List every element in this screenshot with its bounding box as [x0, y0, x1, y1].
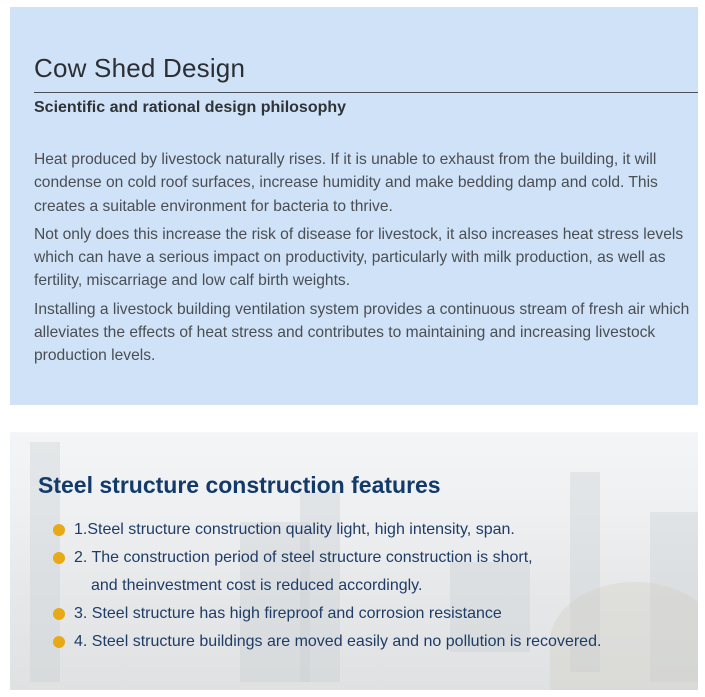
page-title: Cow Shed Design: [34, 53, 246, 83]
bullet-dot-icon: [53, 608, 65, 620]
bullet-dot-icon: [53, 552, 65, 564]
list-item-text: 4. Steel structure buildings are moved easily and no pollution is recovered.: [74, 633, 602, 650]
page-subtitle: Scientific and rational design philosophy: [34, 99, 347, 116]
list-item-text-continued: and theinvestment cost is reduced accordingly.: [91, 577, 423, 594]
list-item-text: 2. The construction period of steel structure construction is short,: [74, 549, 533, 566]
list-item: [50, 600, 601, 628]
cow-shed-design-panel: [10, 7, 698, 405]
paragraph: Not only does this increase the risk of disease for livestock, it also increases heat stress levels which can have a serious impact on productivity, particularly with milk production, as well as fertility, miscarriage and low calf birth weights.: [34, 225, 684, 290]
steel-features-panel: [10, 432, 698, 690]
intro-body: [34, 148, 694, 373]
features-list: [50, 516, 601, 656]
list-item-text: 1.Steel structure construction quality light, high intensity, span.: [74, 521, 515, 538]
list-item: [50, 544, 601, 600]
bullet-dot-icon: [53, 636, 65, 648]
paragraph: Installing a livestock building ventilation system provides a continuous stream of fresh air which alleviates the effects of heat stress and contributes to maintaining and increasing livestock production levels.: [34, 300, 690, 365]
bullet-dot-icon: [53, 524, 65, 536]
list-item: [50, 628, 601, 656]
title-divider: [34, 92, 698, 93]
paragraph: Heat produced by livestock naturally rises. If it is unable to exhaust from the building, it will condense on cold roof surfaces, increase humidity and make bedding damp and cold. This creates a suitable environment for bacteria to thrive.: [34, 151, 658, 215]
list-item: [50, 516, 601, 544]
list-item-text: 3. Steel structure has high fireproof and corrosion resistance: [74, 605, 502, 622]
features-title: Steel structure construction features: [38, 472, 441, 498]
